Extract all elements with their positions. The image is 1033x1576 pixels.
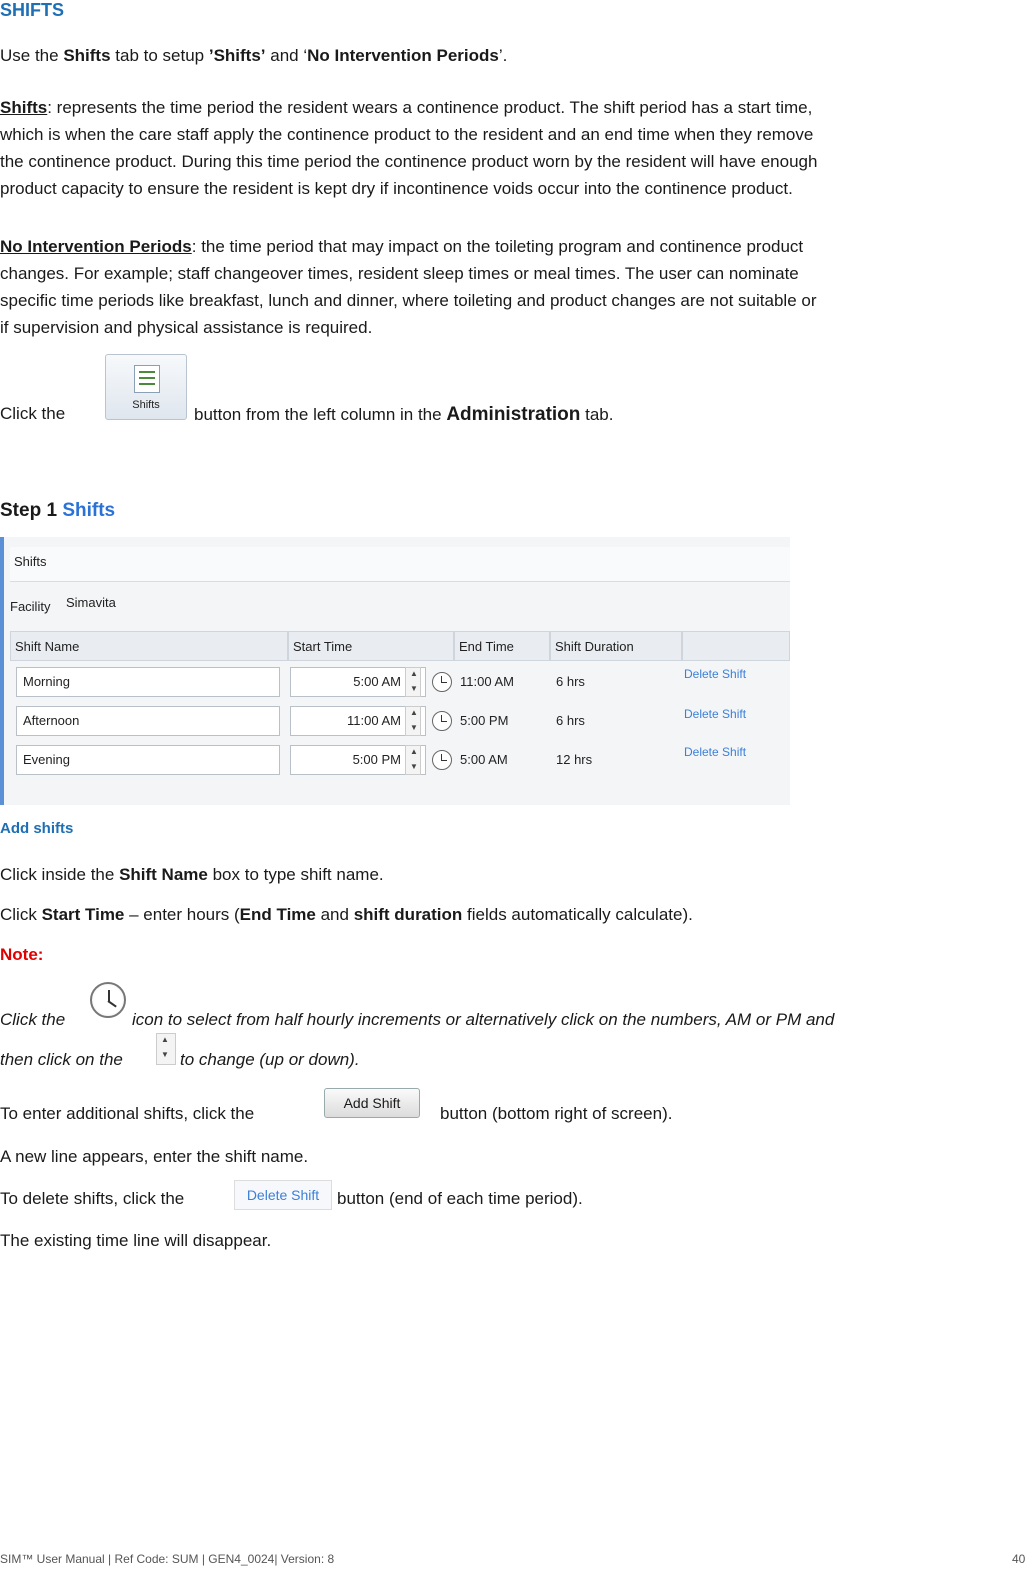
col-end-time: End Time: [454, 631, 550, 661]
facility-label: Facility: [10, 599, 51, 614]
clock-icon: [90, 982, 126, 1018]
step1-heading: Step 1 Shifts: [0, 500, 116, 521]
clock-icon[interactable]: [432, 672, 452, 692]
intro-paragraph: Use the Shifts tab to setup ’Shifts’ and ‘No Intervention Periods’.: [0, 46, 508, 65]
shifts-screenshot-panel: [0, 537, 790, 805]
shift-name-instruction: Click inside the Shift Name box to type shift name.: [0, 865, 384, 884]
clock-icon[interactable]: [432, 750, 452, 770]
time-spinner[interactable]: [405, 745, 421, 775]
start-time-input[interactable]: 11:00 AM: [290, 706, 426, 736]
new-line-instruction: A new line appears, enter the shift name.: [0, 1147, 309, 1166]
shift-name-input[interactable]: Afternoon: [16, 706, 280, 736]
shift-duration: 12 hrs: [556, 752, 593, 767]
add-shifts-heading: Add shifts: [0, 820, 74, 837]
col-shift-duration: Shift Duration: [550, 631, 682, 661]
page-number: 40: [1012, 1552, 1026, 1566]
delete-shift-link[interactable]: Delete Shift: [684, 667, 747, 681]
delete-shift-link[interactable]: Delete Shift: [684, 707, 747, 721]
note-label: Note:: [0, 945, 44, 964]
page-heading: SHIFTS: [0, 0, 65, 20]
disappear-note: The existing time line will disappear.: [0, 1231, 272, 1250]
shift-name-input[interactable]: Evening: [16, 745, 280, 775]
delete-shift-link[interactable]: Delete Shift: [684, 745, 747, 759]
facility-value: Simavita: [66, 595, 116, 610]
time-spinner[interactable]: [405, 667, 421, 697]
start-time-input[interactable]: 5:00 AM: [290, 667, 426, 697]
col-start-time: Start Time: [288, 631, 454, 661]
col-actions: [682, 631, 790, 661]
shift-duration: 6 hrs: [556, 713, 585, 728]
panel-title: Shifts: [10, 547, 790, 582]
spinner-arrows-icon: [156, 1033, 176, 1065]
add-shift-button[interactable]: Add Shift: [324, 1088, 420, 1118]
end-time: 5:00 PM: [460, 713, 509, 728]
end-time: 11:00 AM: [460, 674, 514, 689]
end-time: 5:00 AM: [460, 752, 508, 767]
footer-doc-info: SIM™ User Manual | Ref Code: SUM | GEN4_0024| Version: 8: [0, 1552, 335, 1566]
time-spinner[interactable]: [405, 706, 421, 736]
shift-duration: 6 hrs: [556, 674, 585, 689]
clock-icon[interactable]: [432, 711, 452, 731]
start-time-instruction: Click Start Time – enter hours (End Time and shift duration fields automatically calculate).: [0, 905, 693, 924]
checklist-icon: [134, 365, 160, 393]
delete-shift-button[interactable]: Delete Shift: [234, 1180, 332, 1210]
shift-name-input[interactable]: Morning: [16, 667, 280, 697]
start-time-input[interactable]: 5:00 PM: [290, 745, 426, 775]
shifts-nav-button[interactable]: Shifts: [105, 354, 187, 420]
col-shift-name: Shift Name: [10, 631, 288, 661]
